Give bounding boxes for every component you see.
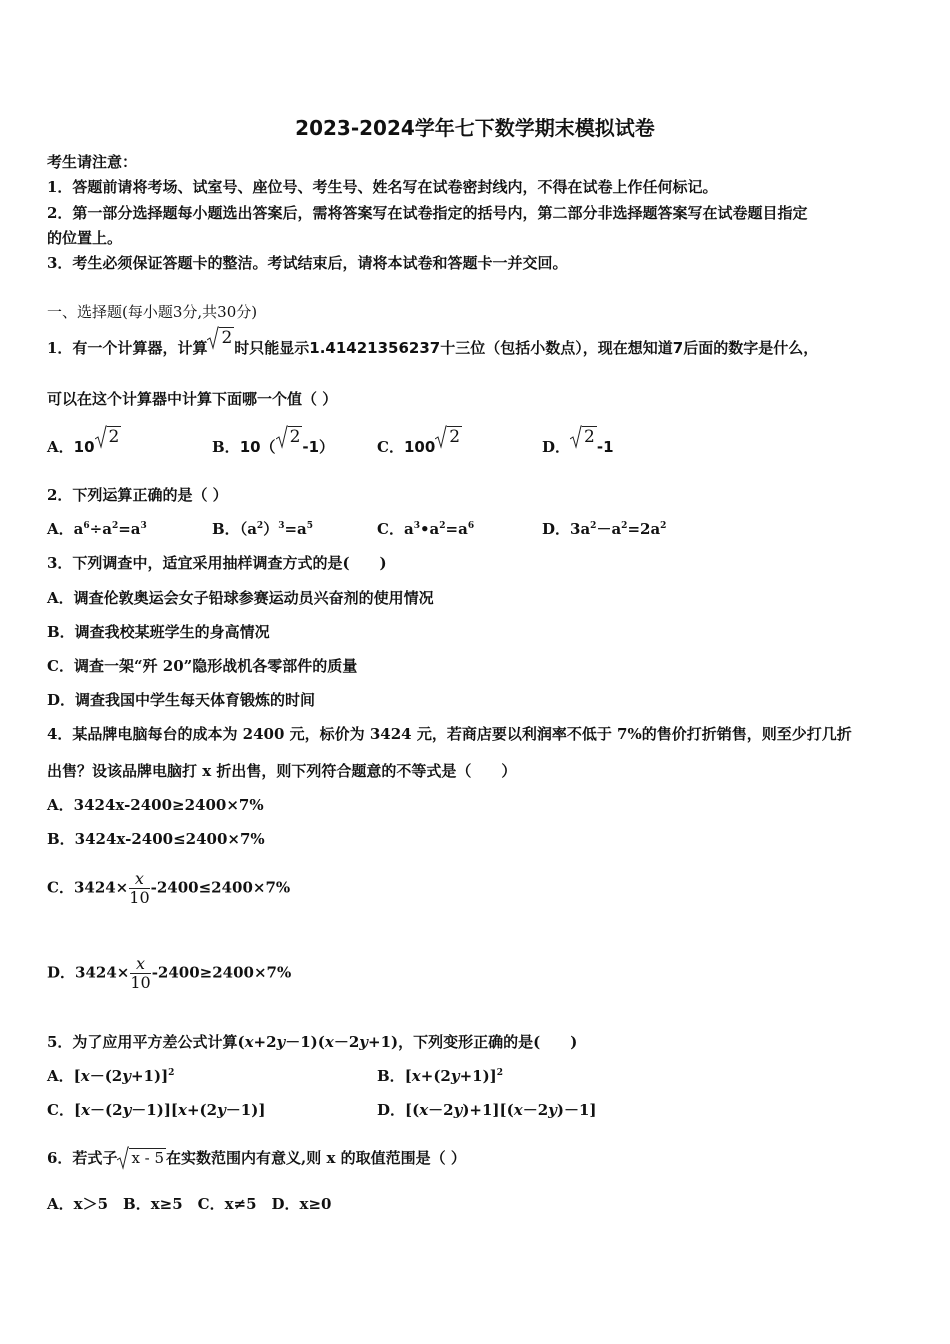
q4-stem-line2: 出售？设该品牌电脑打 x 折出售，则下列符合题意的不等式是（ ） bbox=[47, 762, 517, 780]
notice-item-2-cont: 的位置上。 bbox=[47, 229, 123, 247]
q2-option-a: A．$a^6\div a^2=a^3$ bbox=[47, 520, 147, 538]
q2-option-b: B．$(a^2)^3=a^5$ bbox=[212, 520, 314, 538]
q1-option-a: A．10 2 bbox=[47, 427, 120, 456]
q2-stem: 2．下列运算正确的是（ ） bbox=[47, 486, 228, 504]
q1-stem-a: 1．有一个计算器，计算 bbox=[47, 339, 208, 357]
q1-number: 1.41421356237 bbox=[309, 339, 441, 357]
q1-option-b: B．10（ 2 -1） bbox=[212, 427, 335, 456]
q4-option-b: B．3424x-2400≤2400×7% bbox=[47, 830, 265, 848]
q1-option-d: D． 2 -1 bbox=[542, 427, 614, 456]
q6-stem: 6．若式子 x - 5 在实数范围内有意义,则 x 的取值范围是（ ） bbox=[47, 1149, 466, 1167]
fraction: $\frac{x}{10}$ bbox=[130, 954, 151, 992]
q3-option-c: C．调查一架“歼 20”隐形战机各零部件的质量 bbox=[47, 657, 358, 675]
page-title: 2023-2024学年七下数学期末模拟试卷 bbox=[295, 116, 655, 140]
notice-item-1: 1．答题前请将考场、试室号、座位号、考生号、姓名写在试卷密封线内，不得在试卷上作任何标记。 bbox=[47, 178, 718, 196]
q3-option-d: D．调查我国中学生每天体育锻炼的时间 bbox=[47, 691, 316, 709]
q5-option-b: B．$[x+(2y+1)]^2$ bbox=[377, 1067, 504, 1085]
q3-option-a: A．调查伦敦奥运会女子铅球参赛运动员兴奋剂的使用情况 bbox=[47, 589, 434, 607]
notice-heading: 考生请注意： bbox=[47, 153, 138, 171]
q1-stem-line1 bbox=[47, 328, 819, 358]
section-heading: 一、选择题(每小题3分,共30分) bbox=[47, 303, 258, 321]
q3-stem: 3．下列调查中，适宜采用抽样调查方式的是( ) bbox=[47, 554, 387, 572]
q2-option-d: D．$3a^2-a^2=2a^2$ bbox=[542, 520, 667, 538]
q1-option-c: C．100 2 bbox=[377, 427, 461, 456]
q1-stem-d: 后面的数字是什么， bbox=[683, 339, 819, 357]
sqrt-symbol: 2 bbox=[570, 427, 597, 447]
q4-stem-line1: 4．某品牌电脑每台的成本为 2400 元，标价为 3424 元，若商店要以利润率不低于 7%的售价打折销售，则至少打几折 bbox=[47, 725, 852, 743]
q3-option-b: B．调查我校某班学生的身高情况 bbox=[47, 623, 270, 641]
q4-option-d: D．3424× $\frac{x}{10}$ -2400≥2400×7% bbox=[47, 954, 292, 992]
notice-item-3: 3．考生必须保证答题卡的整洁。考试结束后，请将本试卷和答题卡一并交回。 bbox=[47, 254, 568, 272]
q5-option-c: C．[x－(2y－1)][x+(2y－1)] bbox=[47, 1101, 266, 1119]
q5-stem: 5．为了应用平方差公式计算(x+2y－1)(x－2y+1)，下列变形正确的是( ) bbox=[47, 1033, 578, 1051]
q4-option-a: A．3424x-2400≥2400×7% bbox=[47, 796, 264, 814]
q6-options: A．x＞5 B．x≥5 C．x≠5 D．x≥0 bbox=[47, 1195, 332, 1213]
sqrt-symbol: 2 bbox=[207, 328, 234, 348]
sqrt-symbol: 2 bbox=[95, 427, 122, 447]
q5-option-d: D．[(x－2y)+1][(x－2y)－1] bbox=[377, 1101, 597, 1119]
q1-stem-b: 时只能显示 bbox=[234, 339, 310, 357]
fraction: $\frac{x}{10}$ bbox=[129, 869, 150, 907]
q1-stem-c: 十三位（包括小数点），现在想知道 bbox=[440, 339, 673, 357]
sqrt-symbol: x - 5 bbox=[117, 1148, 166, 1168]
q4-option-c: C．3424× $\frac{x}{10}$ -2400≤2400×7% bbox=[47, 869, 291, 907]
q1-stem-line2: 可以在这个计算器中计算下面哪一个值（ ） bbox=[47, 390, 338, 408]
sqrt-symbol: 2 bbox=[276, 427, 303, 447]
notice-item-2: 2．第一部分选择题每小题选出答案后，需将答案写在试卷指定的括号内，第二部分非选择题答案写在试卷题目指定 bbox=[47, 204, 808, 222]
q5-option-a: A．$[x-(2y+1)]^2$ bbox=[47, 1067, 175, 1085]
sqrt-symbol: 2 bbox=[435, 427, 462, 447]
q2-option-c: C．$a^3•a^2=a^6$ bbox=[377, 520, 475, 538]
q1-seven: 7 bbox=[672, 339, 684, 357]
